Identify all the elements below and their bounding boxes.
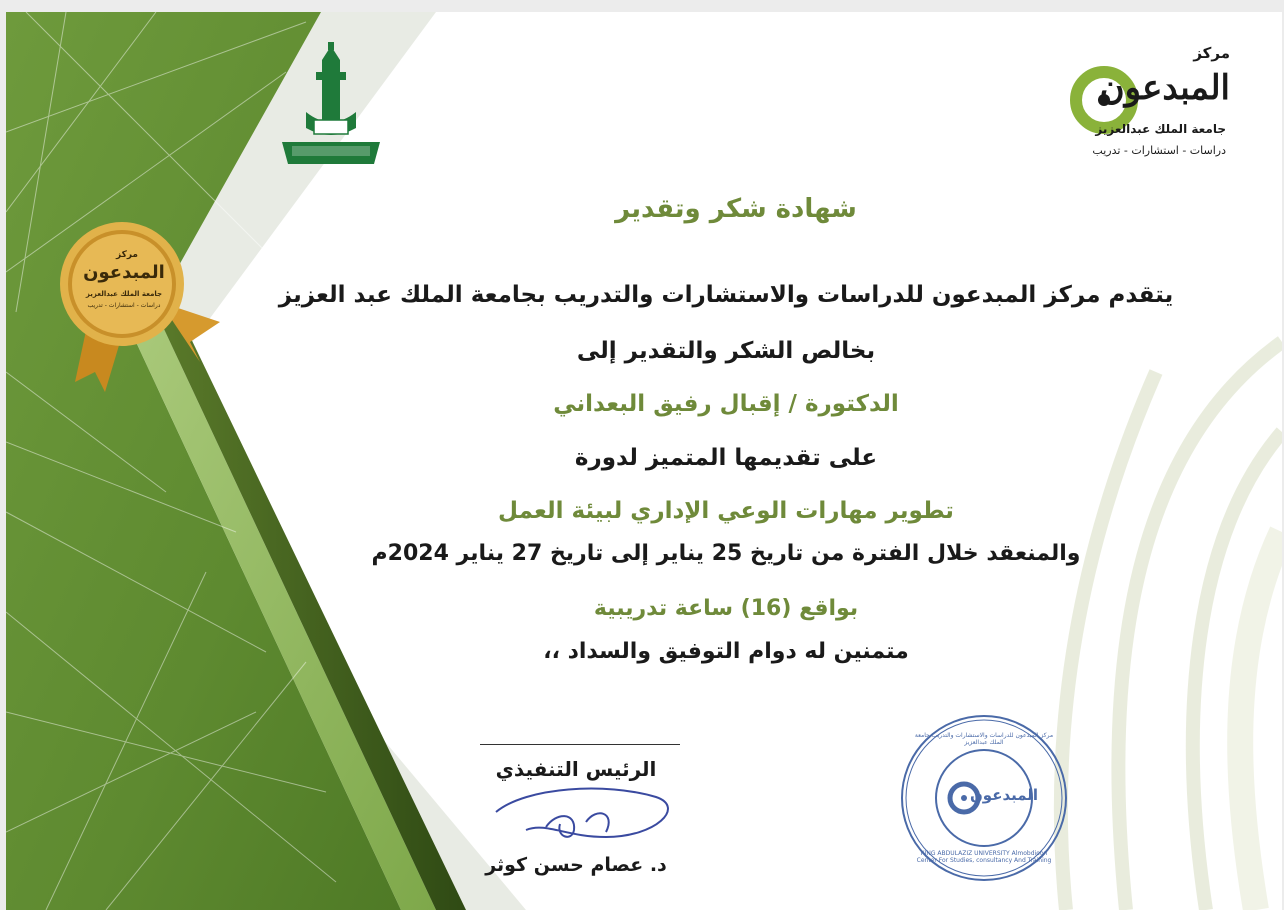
seal-name-text: المبدعون — [83, 262, 165, 283]
course-title: تطوير مهارات الوعي الإداري لبيئة العمل — [498, 498, 954, 524]
thanks-line: بخالص الشكر والتقدير إلى — [576, 338, 876, 364]
logo-name-text: المبدعون — [1099, 68, 1230, 108]
logo-small-text: مركز — [1193, 44, 1230, 62]
stamp-ring-arabic: مركز المبدعون للدراسات والاستشارات والتدريب جامعة الملك عبدالعزيز — [914, 732, 1054, 746]
training-hours: بواقع (16) ساعة تدريبية — [593, 596, 859, 621]
handwritten-signature — [486, 782, 686, 852]
stamp-ring-english: KING ABDULAZIZ UNIVERSITY Almobdioon Center For Studies, consultancy And Training — [916, 850, 1052, 864]
certificate-page — [6, 12, 1282, 910]
dates-line: والمنعقد خلال الفترة من تاريخ 25 يناير إلى تاريخ 27 يناير 2024م — [371, 541, 1081, 566]
closing-line: متمنين له دوام التوفيق والسداد ،، — [543, 639, 909, 664]
university-emblem — [278, 42, 384, 172]
intro-line: يتقدم مركز المبدعون للدراسات والاستشارات والتدريب بجامعة الملك عبد العزيز — [278, 282, 1174, 308]
seal-tagline-text: دراسات - استشارات - تدريب — [87, 302, 161, 309]
signature-line — [480, 744, 680, 745]
seal-small-text: مركز — [116, 250, 139, 260]
center-logo — [1066, 42, 1236, 172]
recipient-name: الدكتورة / إقبال رفيق البعداني — [553, 391, 899, 417]
course-intro-line: على تقديمها المتميز لدورة — [574, 445, 878, 471]
seal-university-text: جامعة الملك عبدالعزيز — [85, 290, 163, 298]
signatory-role: الرئيس التنفيذي — [495, 757, 657, 781]
stamp-center-text: المبدعون — [970, 786, 1039, 804]
certificate-title: شهادة شكر وتقدير — [615, 194, 857, 224]
gold-seal-badge — [50, 222, 230, 402]
signatory-name: د. عصام حسن كوثر — [485, 854, 667, 876]
official-stamp — [898, 712, 1070, 884]
logo-tagline-text: دراسات - استشارات - تدريب — [1092, 144, 1226, 157]
seal-ribbon-graphic — [50, 222, 230, 402]
logo-university-text: جامعة الملك عبدالعزيز — [1095, 122, 1226, 136]
